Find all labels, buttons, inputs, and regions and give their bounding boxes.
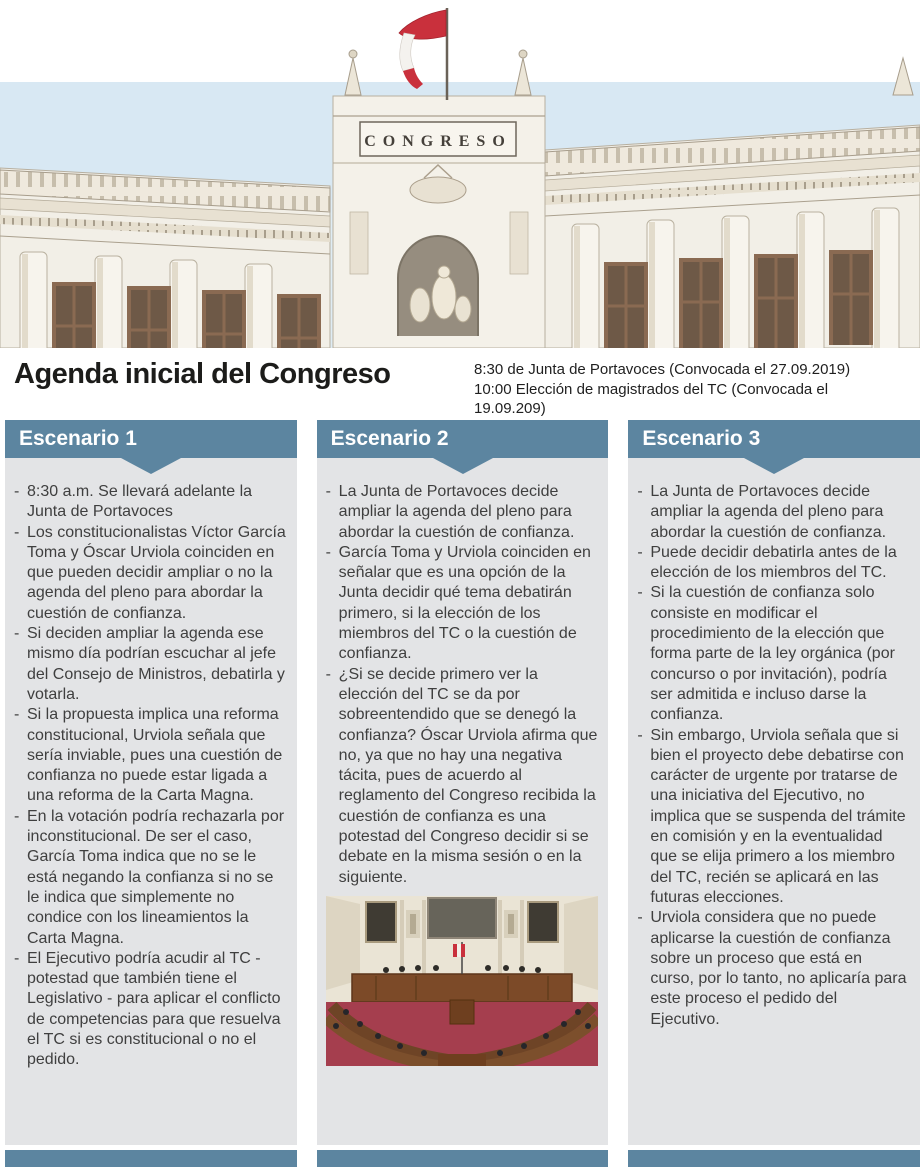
scenario-item: - 8:30 a.m. Se llevará adelante la Junta de Portavoces — [14, 482, 287, 523]
scenario-3-header: Escenario 3 — [628, 420, 920, 458]
facade-illustration — [0, 0, 920, 348]
scenario-item: - Si la propuesta implica una reforma constitucional, Urviola señala que sería inviable, pues una cuestión de confianza no puede estar ligada a una reforma de la Carta Magna. — [14, 705, 287, 806]
scenario-item: - Si la cuestión de confianza solo consiste en modificar el procedimiento de la elección que forma parte de la ley orgánica (por concurso o por invitación), podría ser admitida e incluso darse la confianza. — [637, 583, 910, 725]
scenario-2-items — [326, 482, 599, 888]
scenario-item: - La Junta de Portavoces decide ampliar la agenda del pleno para abordar la cuestión de confianza. — [637, 482, 910, 543]
scenario-item: - La Junta de Portavoces decide ampliar la agenda del pleno para abordar la cuestión de confianza. — [326, 482, 599, 543]
scenario-1-items — [14, 482, 287, 1071]
scenario-columns — [0, 420, 920, 1167]
scenario-3-items — [637, 482, 910, 1030]
scenario-2-body — [317, 458, 609, 1145]
scenario-3-footer-bar — [628, 1150, 920, 1167]
scenario-item: - Urviola considera que no puede aplicarse la cuestión de confianza sobre un proceso que está en curso, por lo tanto, no aplicaría para este proceso el pedido del Ejecutivo. — [637, 908, 910, 1030]
scenario-item: - El Ejecutivo podría acudir al TC - potestad que también tiene el Legislativo - para aplicar el conflicto de competencias para que resuelva el TC si es constitucional o no el pedido. — [14, 949, 287, 1071]
schedule-block — [474, 358, 892, 419]
scenario-1-footer-bar — [5, 1150, 297, 1167]
rostrum — [450, 1000, 474, 1024]
scenario-column-3 — [628, 420, 920, 1167]
scenario-1-body — [5, 458, 297, 1145]
portrait-frame — [528, 902, 558, 942]
scenario-item: - Los constitucionalistas Víctor García Toma y Óscar Urviola coinciden en que pueden decidir ampliar o no la agenda del pleno para abordar la cuestión de confianza. — [14, 523, 287, 624]
chevron-down-icon — [744, 458, 804, 474]
scenario-3-body — [628, 458, 920, 1145]
masthead — [0, 348, 920, 420]
page-title: Agenda inicial del Congreso — [14, 358, 391, 390]
scenario-item: - Si deciden ampliar la agenda ese mismo día podrían escuchar al jefe del Consejo de Ministros, debatirla y votarla. — [14, 624, 287, 705]
scenario-column-2 — [317, 420, 609, 1167]
scenario-item: - Puede decidir debatirla antes de la elección de los miembros del TC. — [637, 543, 910, 584]
schedule-line-2: 10:00 Elección de magistrados del TC (Convocada el 19.09.209) — [474, 380, 829, 417]
relief-panel — [428, 898, 496, 938]
scenario-2-header: Escenario 2 — [317, 420, 609, 458]
congreso-inscription: CONGRESO — [364, 133, 512, 150]
schedule-line-1: 8:30 de Junta de Portavoces (Convocada el 27.09.2019) — [474, 361, 851, 378]
scenario-1-header: Escenario 1 — [5, 420, 297, 458]
scenario-2-footer-bar — [317, 1150, 609, 1167]
facade-left-wing — [0, 168, 330, 348]
portrait-frame — [366, 902, 396, 942]
chevron-down-icon — [433, 458, 493, 474]
scenario-item: - En la votación podría rechazarla por inconstitucional. De ser el caso, García Toma indica que no se le está negando la confianza si no se le indica que simplemente no condice con los lineamientos la Carta Magna. — [14, 807, 287, 949]
scenario-column-1 — [5, 420, 297, 1167]
scenario-item: - García Toma y Urviola coinciden en señalar que es una opción de la Junta decidir qué tema debatirán primero, si la elección de los miembros del TC o la cuestión de confianza. — [326, 543, 599, 665]
hemicycle-photo — [326, 896, 598, 1066]
dais — [352, 974, 572, 1002]
chevron-down-icon — [121, 458, 181, 474]
scenario-item: - ¿Si se decide primero ver la elección del TC se da por sobreentendido que se denegó la confianza? Óscar Urviola afirma que no, ya que no hay una negativa tácita, pues de acuerdo al reglamento del Congreso recibida la cuestión de confianza es una potestad del Congreso decidir si se debate en la misma sesión o en la siguiente. — [326, 665, 599, 888]
congress-facade-photo — [0, 0, 920, 348]
scenario-item: - Sin embargo, Urviola señala que si bien el proyecto debe debatirse con carácter de urgente por tratarse de una iniciativa del Ejecutivo, no implica que se suspenda del trámite en comisión y en la eventualidad que se elija primero a los miembro del TC, recién se aplicará en las futuras elecciones. — [637, 726, 910, 909]
